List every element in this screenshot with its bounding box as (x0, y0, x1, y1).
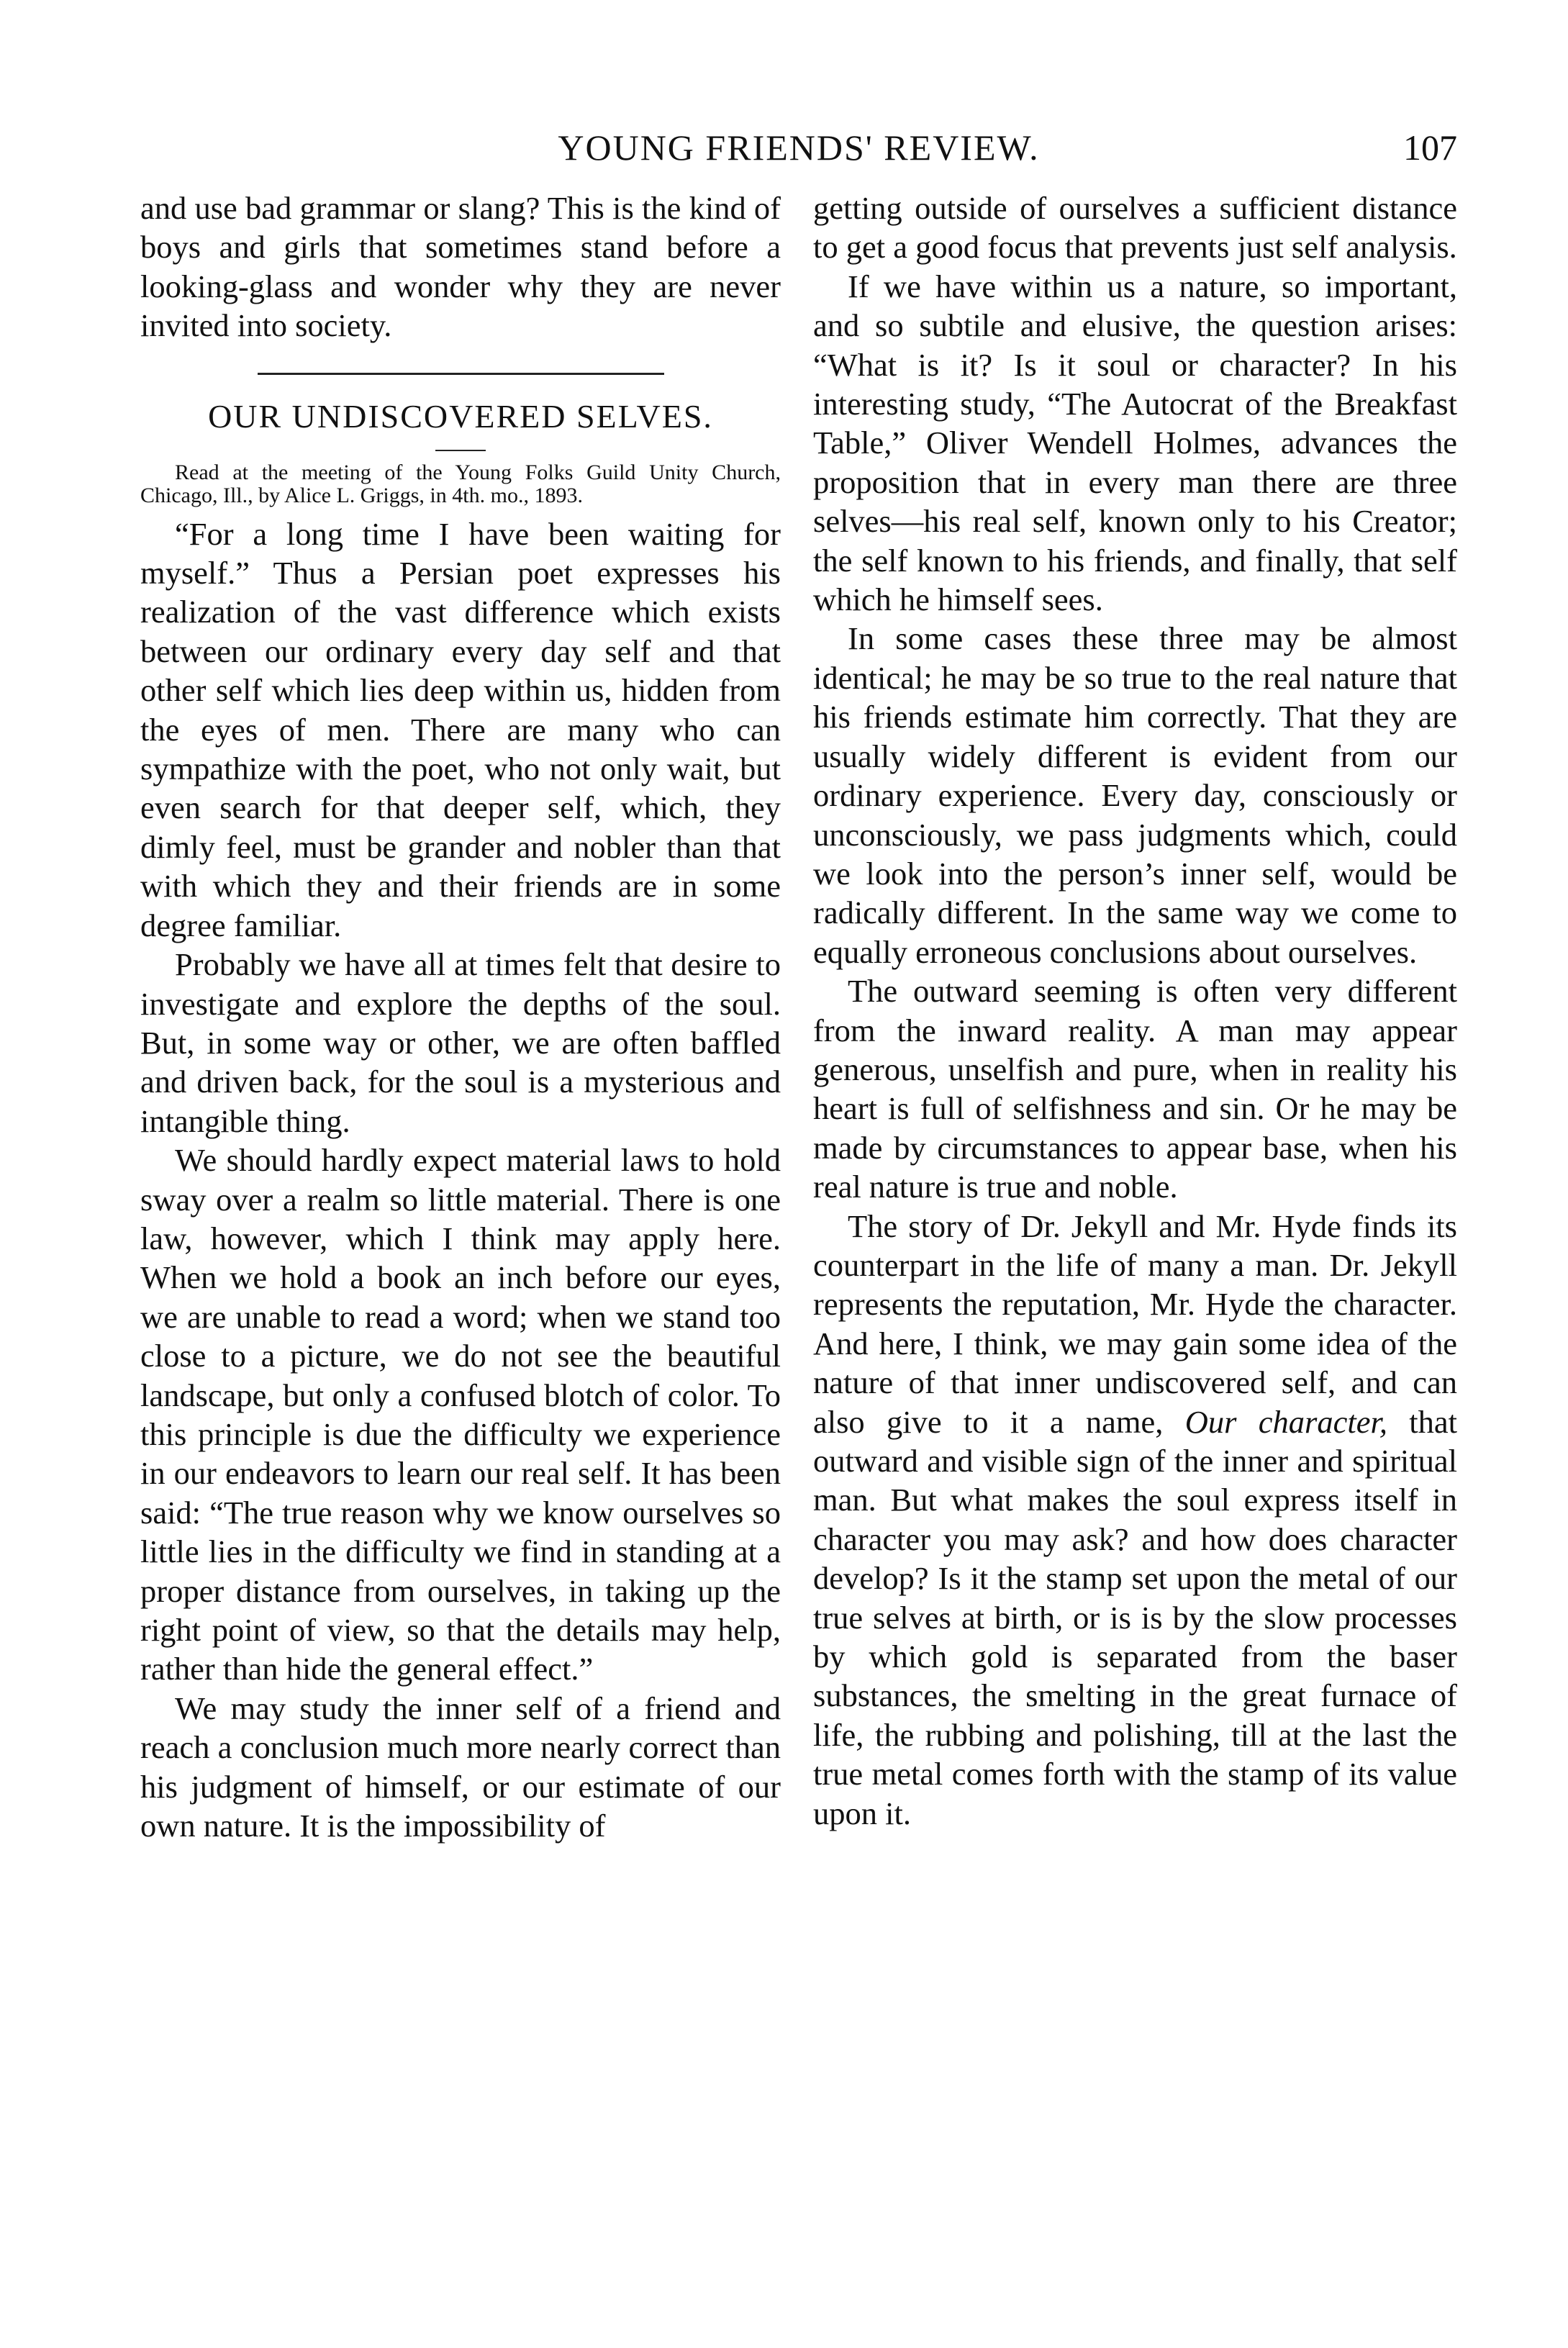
body-paragraph: Probably we have all at times felt that desire to investigate and explore the depths of the soul. But, in some way or other, we are often baffled and driven back, for the soul is a mysterious and intangible thing. (140, 946, 781, 1139)
article-title: OUR UNDISCOVERED SELVES. (208, 397, 713, 435)
left-column (140, 189, 781, 1845)
continuation-paragraph: getting outside of ourselves a sufficient distance to get a good focus that prevents just self analysis. (813, 190, 1457, 266)
running-head: YOUNG FRIENDS' REVIEW. (558, 127, 1040, 168)
article-byline-note: Read at the meeting of the Young Folks Guild Unity Church, Chicago, Ill., by Alice L. Griggs, in 4th. mo., 1893. (140, 460, 781, 507)
text-after-italic: that outward and visible sign of the inner and spiritual man. But what makes the soul express itself in character you may ask? and how does character develop? Is it the stamp set upon the metal of our true selves at birth, or is is by the slow processes by which gold is separated from the baser substances, the smelting in the great furnace of life, the rubbing and polishing, till at the last the true metal comes forth with the stamp of its value upon it. (813, 1403, 1458, 1831)
right-column (813, 189, 1457, 1833)
body-paragraph: We may study the inner self of a friend and reach a conclusion much more nearly correct than his judgment of himself, or our estimate of our own nature. It is the impossibility of (140, 1690, 781, 1844)
page-number: 107 (1403, 127, 1457, 168)
italic-phrase: Our character, (1184, 1403, 1387, 1440)
body-paragraph: We should hardly expect material laws to hold sway over a realm so little material. There is one law, however, which I think may apply here. When we hold a book an inch before our eyes, we are unable to read a word; when we stand too close to a picture, we do not see the beautiful landscape, but only a confused blotch of color. To this principle is due the difficulty we experience in our endeavors to learn our real self. It has been said: “The true reason why we know ourselves so little lies in the difficulty we find in standing at a proper distance from ourselves, in taking up the right point of view, so that the details may help, rather than hide the general effect.” (140, 1142, 781, 1687)
body-paragraph: “For a long time I have been waiting for myself.” Thus a Persian poet expresses his realization of the vast difference which exists between our ordinary every day self and that other self which lies deep within us, hidden from the eyes of men. There are many who can sympathize with the poet, who not only wait, but even search for that deeper self, which, they dimly feel, must be grander and nobler than that with which they and their friends are in some degree familiar. (140, 515, 781, 943)
page-header (140, 122, 1457, 173)
body-paragraph: The outward seeming is often very different from the inward reality. A man may appear generous, unselfish and pure, when in reality his heart is full of selfishness and sin. Or he may be made by circumstances to appear base, when his real nature is true and noble. (813, 973, 1457, 1205)
continuation-paragraph: and use bad grammar or slang? This is the kind of boys and girls that sometimes stand before a looking-glass and wonder why they are never invited into society. (140, 190, 781, 344)
body-paragraph: If we have within us a nature, so important, and so subtile and elusive, the question arises: “What is it? Is it soul or character? In his interesting study, “The Autocrat of the Breakfast Table,” Oliver Wendell Holmes, advances the proposition that in every man there are three selves—his real self, known only to his Creator; the self known to his friends, and finally, that self which he himself sees. (813, 268, 1457, 618)
body-paragraph: In some cases these three may be almost identical; he may be so true to the real nature that his friends estimate him correctly. That they are usually widely different is evident from our ordinary experience. Every day, consciously or unconsciously, we pass judgments which, could we look into the person’s inner self, would be radically different. In the same way we come to equally erroneous conclusions about ourselves. (813, 620, 1457, 970)
body-paragraph-last (813, 1207, 1457, 1833)
section-divider (258, 373, 664, 375)
text-before-italic: The story of Dr. Jekyll and Mr. Hyde finds its counterpart in the life of many a man. Dr. Jekyll represents the reputation, Mr. Hyde the character. And here, I think, we may gain some idea of the nature of that inner undiscovered self, and can also give to it a name, (813, 1207, 1457, 1440)
title-rule (435, 450, 486, 451)
